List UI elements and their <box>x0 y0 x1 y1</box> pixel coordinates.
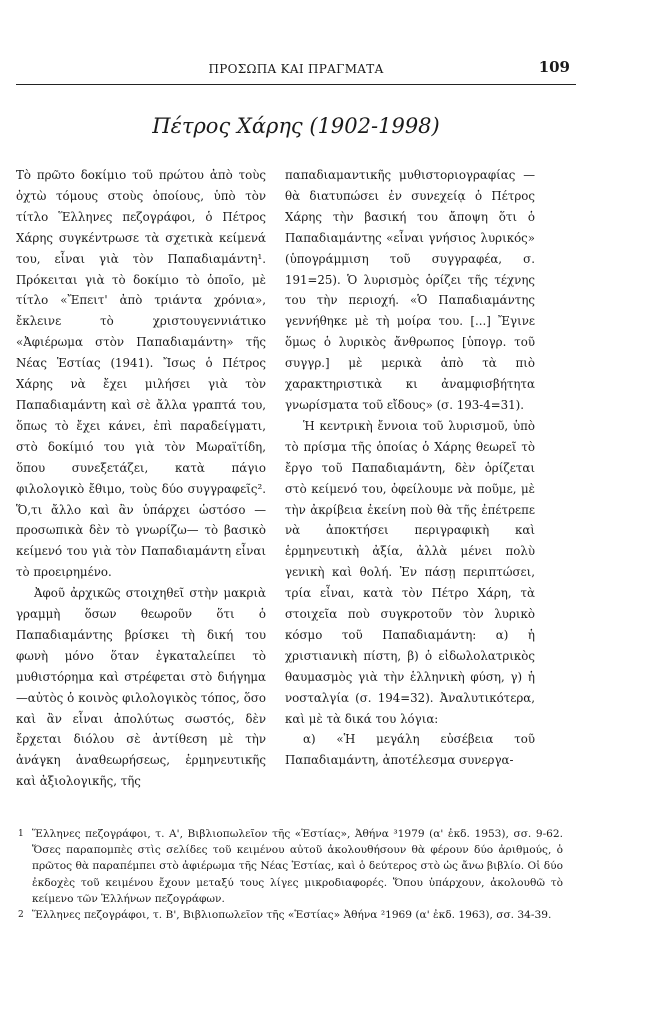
footnote <box>18 826 563 907</box>
paragraph: Ἀφοῦ ἀρχικῶς στοιχηθεῖ στὴν μακριὰ γραμμὴ ὅσων θεωροῦν ὅτι ὁ Παπαδιαμάντης βρίσκει τὴ δική του φωνὴ μόνο ὅταν ἐγκαταλείπει τὸ μυθιστόρημα καὶ στρέφεται στὸ διήγημα —αὐτὸς ὁ κοινὸς φιλολογικὸς τόπος, ὅσο καὶ ἂν εἶναι ἀπολύτως σωστός, δὲν ἔρχεται διόλου σὲ ἀντίθεση μὲ τὴν ἀνάγκη ἀναθεωρήσεως, ἑρμηνευτικῆς καὶ ἀξιολογικῆς, τῆς <box>16 586 266 789</box>
running-head: ΠΡΟΣΩΠΑ ΚΑΙ ΠΡΑΓΜΑΤΑ <box>208 62 384 76</box>
footnote-text: Ἕλληνες πεζογράφοι, τ. Β', Βιβλιοπωλεῖον τῆς «Ἑστίας» Ἀθήνα ²1969 (α' ἐκδ. 1963), σσ. 34-39. <box>32 909 552 922</box>
paragraph: α) «Ἡ μεγάλη εὐσέβεια τοῦ Παπαδιαμάντη, ἀποτέλεσμα συνεργα- <box>285 732 535 768</box>
paragraph: Ἡ κεντρικὴ ἔννοια τοῦ λυρισμοῦ, ὑπὸ τὸ πρίσμα τῆς ὁποίας ὁ Χάρης θεωρεῖ τὸ ἔργο τοῦ Παπαδιαμάντη, δὲν ὁρίζεται στὸ κείμενό του, ὀφείλουμε νὰ ποῦμε, μὲ τὴν ἀκρίβεια ἐκείνη ποὺ θὰ τῆς ἐπέτρεπε νὰ ἀποκτήσει περιγραφικὴ καὶ ἑρμηνευτικὴ ἀξία, ἀλλὰ μένει πολὺ γενικὴ καὶ θολή. Ἐν πάσῃ περιπτώσει, τρία εἶναι, κατὰ τὸν Πέτρο Χάρη, τὰ στοιχεῖα ποὺ συγκροτοῦν τὸν λυρικὸ κόσμο τοῦ Παπαδιαμάντη: α) ἡ χριστιανικὴ πίστη, β) ὁ εἰδωλολατρικὸς θαυμασμὸς γιὰ τὴν ἑλληνικὴ φύση, γ) ἡ νοσταλγία (σ. 194=32). Ἀναλυτικότερα, καὶ μὲ τὰ δικά του λόγια: <box>285 418 535 726</box>
footnote <box>18 907 563 923</box>
footnote-marker: 2 <box>18 910 24 921</box>
page-header <box>16 56 576 85</box>
paragraph: παπαδιαμαντικῆς μυθιστοριογραφίας — θὰ διατυπώσει ἐν συνεχείᾳ ὁ Πέτρος Χάρης τὴν βασική του ἄποψη ὅτι ὁ Παπαδιαμάντης «εἶναι γνήσιος λυρικός» (ὑπογράμμιση τοῦ συγγραφέα, σ. 191=25). Ὁ λυρισμὸς ὁρίζει τῆς τέχνης του τὴν περιοχή. «Ὁ Παπαδιαμάντης γεννήθηκε μὲ τὴ μοίρα του. [...] Ἔγινε ὅμως ὁ λυρικὸς ἄνθρωπος [ὑπογρ. τοῦ συγγρ.] μὲ μερικὰ ἀπὸ τὰ πιὸ χαρακτηριστικὰ κι ἀναμφισβήτητα γνωρίσματα τοῦ εἴδους» (σ. 193-4=31). <box>285 168 535 412</box>
left-column <box>16 165 266 792</box>
footnote-marker: 1 <box>18 829 24 839</box>
footnotes <box>18 826 563 923</box>
page-number: 109 <box>538 58 570 76</box>
article-title: Πέτρος Χάρης (1902-1998) <box>152 114 440 138</box>
right-column <box>285 165 535 771</box>
footnote-text: Ἕλληνες πεζογράφοι, τ. Α', Βιβλιοπωλεῖον τῆς «Ἑστίας», Ἀθήνα ³1979 (α' ἐκδ. 1953), σσ. 9-62. Ὅσες παραπομπὲς στὶς σελίδες τοῦ κειμένου αὐτοῦ ἀκολουθήσουν θὰ φέρουν δύο ἀριθμούς, ὁ πρῶτος θὰ παραπέμπει στὸ ἀφιέρωμα τῆς Νέας Ἑστίας, καὶ ὁ δεύτερος στὸ ὡς ἄνω βιβλίο. Οἱ δύο ἐκδοχὲς τοῦ κειμένου ἔχουν μεταξύ τους λίγες μικροδιαφορές. Ὅπου ὑπάρχουν, ἀκολουθῶ τὸ κείμενο τῶν Ἑλλήνων πεζογράφων. <box>32 828 563 905</box>
paragraph: Τὸ πρῶτο δοκίμιο τοῦ πρώτου ἀπὸ τοὺς ὀχτὼ τόμους στοὺς ὁποίους, ὑπὸ τὸν τίτλο Ἕλληνες πεζογράφοι, ὁ Πέτρος Χάρης συγκέντρωσε τὰ σχετικὰ κείμενά του, εἶναι γιὰ τὸν Παπαδιαμάντη¹. Πρόκειται γιὰ τὸ δοκίμιο τὸ ὁποῖο, μὲ τίτλο «Ἔπειτ' ἀπὸ τριάντα χρόνια», ἔκλεινε τὸ χριστουγεννιάτικο «Ἀφιέρωμα στὸν Παπαδιαμάντη» τῆς Νέας Ἑστίας (1941). Ἴσως ὁ Πέτρος Χάρης νὰ ἔχει μιλήσει γιὰ τὸν Παπαδιαμάντη καὶ σὲ ἄλλα γραπτά του, ὅπως τὸ ἔχει κάνει, ἐπὶ παραδείγματι, στὸ δοκίμιό του γιὰ τὸν Μωραϊτίδη, ὅπου συνεξετάζει, κατὰ πάγιο φιλολογικὸ ἔθιμο, τοὺς δύο συγγραφεῖς². Ὅ,τι ἄλλο καὶ ἂν ὑπάρχει ὡστόσο —προσωπικὰ δὲν τὸ γνωρίζω— τὸ βασικὸ κείμενό του γιὰ τὸν Παπαδιαμάντη εἶναι τὸ προειρημένο. <box>16 168 266 580</box>
